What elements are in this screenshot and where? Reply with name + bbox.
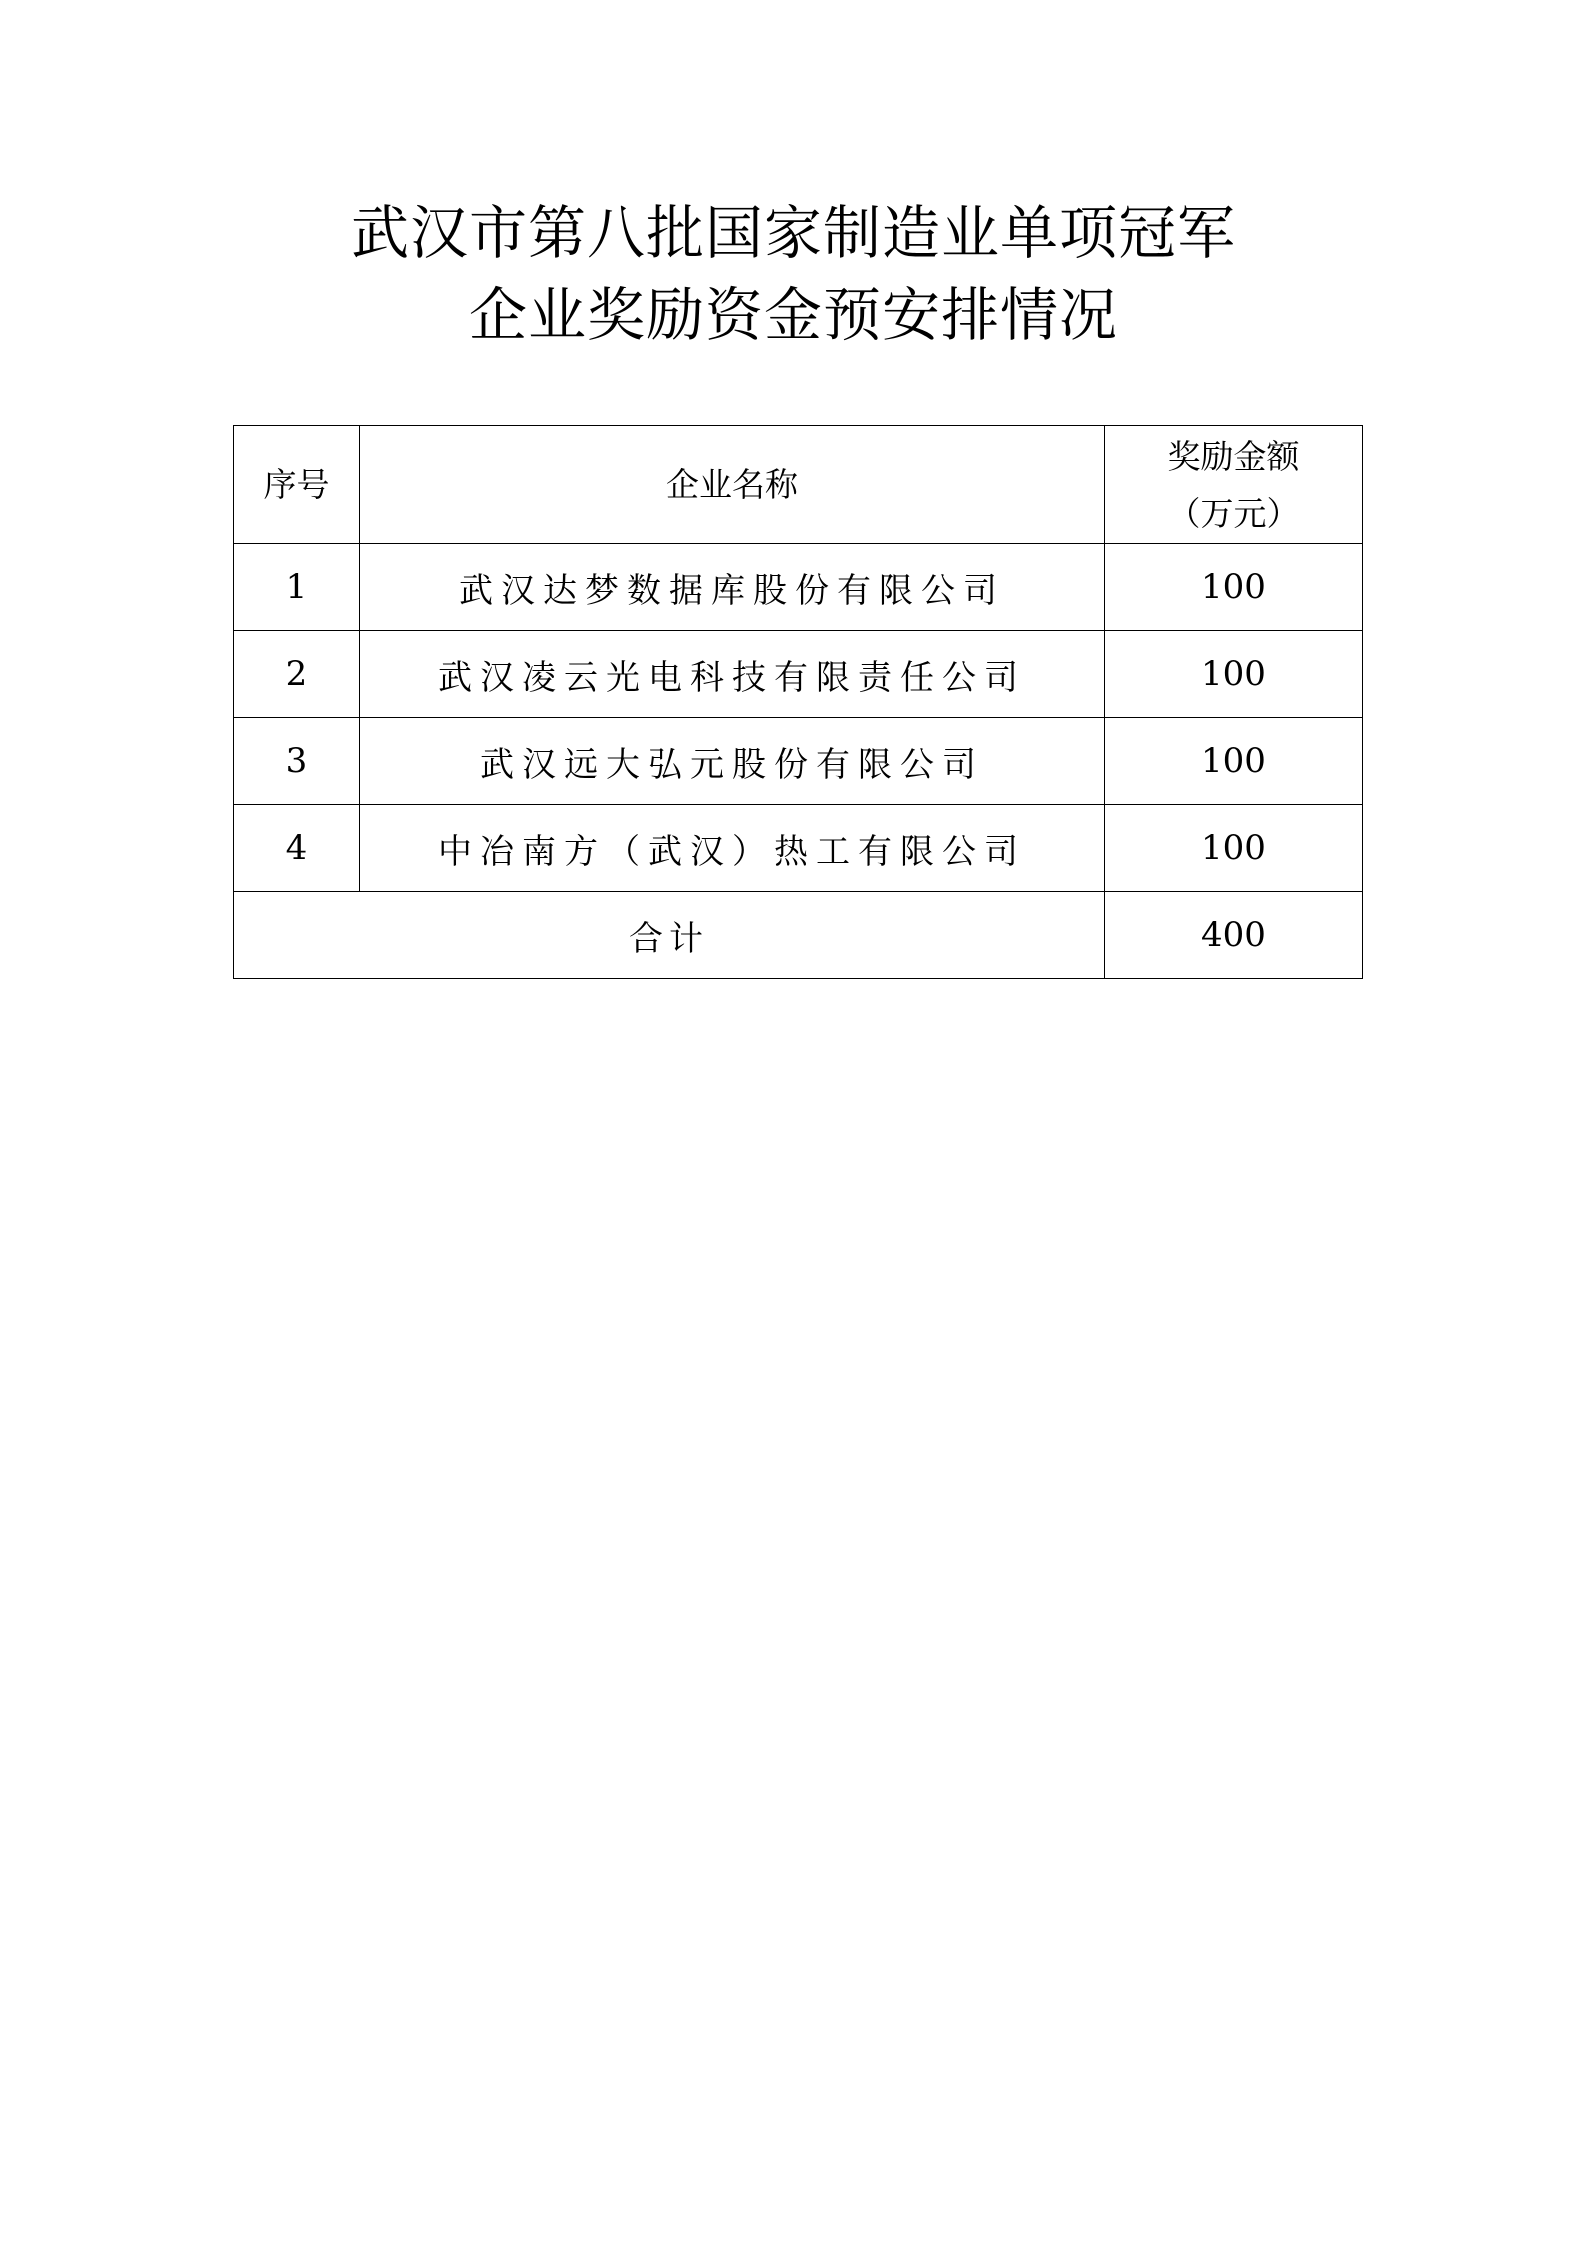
table-header-row (234, 426, 1363, 544)
total-value: 400 (1105, 892, 1363, 979)
header-amount (1105, 426, 1363, 544)
row-amount: 100 (1105, 544, 1363, 631)
award-table (233, 425, 1363, 979)
row-index: 3 (234, 718, 360, 805)
table-row (234, 544, 1363, 631)
row-amount: 100 (1105, 631, 1363, 718)
table-row (234, 805, 1363, 892)
row-amount: 100 (1105, 718, 1363, 805)
total-label: 合计 (234, 892, 1105, 979)
header-amount-line1: 奖励金额 (1167, 436, 1300, 476)
total-row (234, 892, 1363, 979)
row-index: 2 (234, 631, 360, 718)
row-amount: 100 (1105, 805, 1363, 892)
header-amount-line2: （万元） (1167, 493, 1300, 533)
row-company: 武汉远大弘元股份有限公司 (360, 718, 1105, 805)
header-index: 序号 (234, 426, 360, 544)
row-company: 武汉凌云光电科技有限责任公司 (360, 631, 1105, 718)
document-title (0, 192, 1587, 356)
row-index: 4 (234, 805, 360, 892)
table-row (234, 718, 1363, 805)
title-line-1: 武汉市第八批国家制造业单项冠军 (350, 199, 1236, 267)
header-company: 企业名称 (360, 426, 1105, 544)
table-row (234, 631, 1363, 718)
title-line-2: 企业奖励资金预安排情况 (468, 281, 1118, 349)
row-index: 1 (234, 544, 360, 631)
row-company: 中冶南方（武汉）热工有限公司 (360, 805, 1105, 892)
row-company: 武汉达梦数据库股份有限公司 (360, 544, 1105, 631)
